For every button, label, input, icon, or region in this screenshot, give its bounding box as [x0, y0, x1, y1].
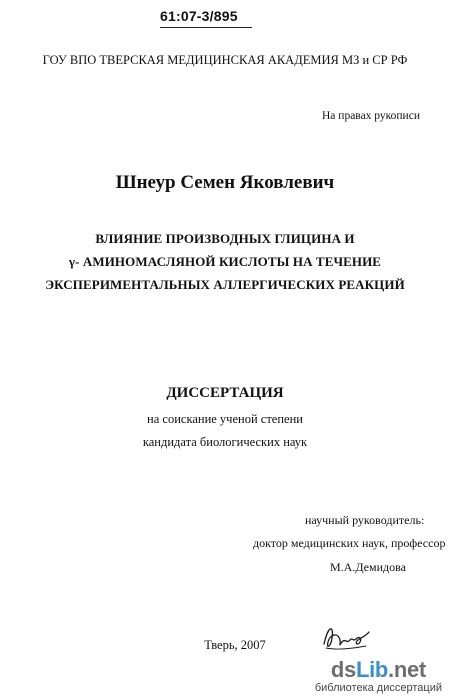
city-year: Тверь, 2007 — [204, 638, 266, 652]
title-line: ЭКСПЕРИМЕНТАЛЬНЫХ АЛЛЕРГИЧЕСКИХ РЕАКЦИЙ — [45, 277, 405, 292]
rights-note: На правах рукописи — [322, 110, 420, 122]
supervisor-label: научный руководитель: — [305, 513, 425, 527]
watermark-tagline: библиотека диссертаций — [314, 682, 442, 694]
degree-line: на соискание ученой степени — [147, 412, 303, 426]
institution-name: ГОУ ВПО ТВЕРСКАЯ МЕДИЦИНСКАЯ АКАДЕМИЯ МЗ и СР РФ — [42, 53, 408, 67]
dslib-logo: dsLib.net — [330, 657, 426, 682]
title-line: γ- АМИНОМАСЛЯНОЙ КИСЛОТЫ НА ТЕЧЕНИЕ — [68, 254, 382, 269]
dslib-watermark — [315, 659, 442, 694]
stamp-underline — [160, 27, 252, 28]
title-line: ВЛИЯНИЕ ПРОИЗВОДНЫХ ГЛИЦИНА И — [95, 231, 355, 246]
document-type: ДИССЕРТАЦИЯ — [166, 385, 284, 401]
handwritten-signature — [320, 620, 372, 656]
author-name: Шнеур Семен Яковлевич — [115, 172, 335, 193]
library-stamp: 61:07-3/895 — [160, 8, 238, 24]
supervisor-title: доктор медицинских наук, профессор — [253, 536, 446, 550]
degree-line: кандидата биологических наук — [142, 435, 308, 449]
supervisor-name: М.А.Демидова — [330, 560, 406, 574]
